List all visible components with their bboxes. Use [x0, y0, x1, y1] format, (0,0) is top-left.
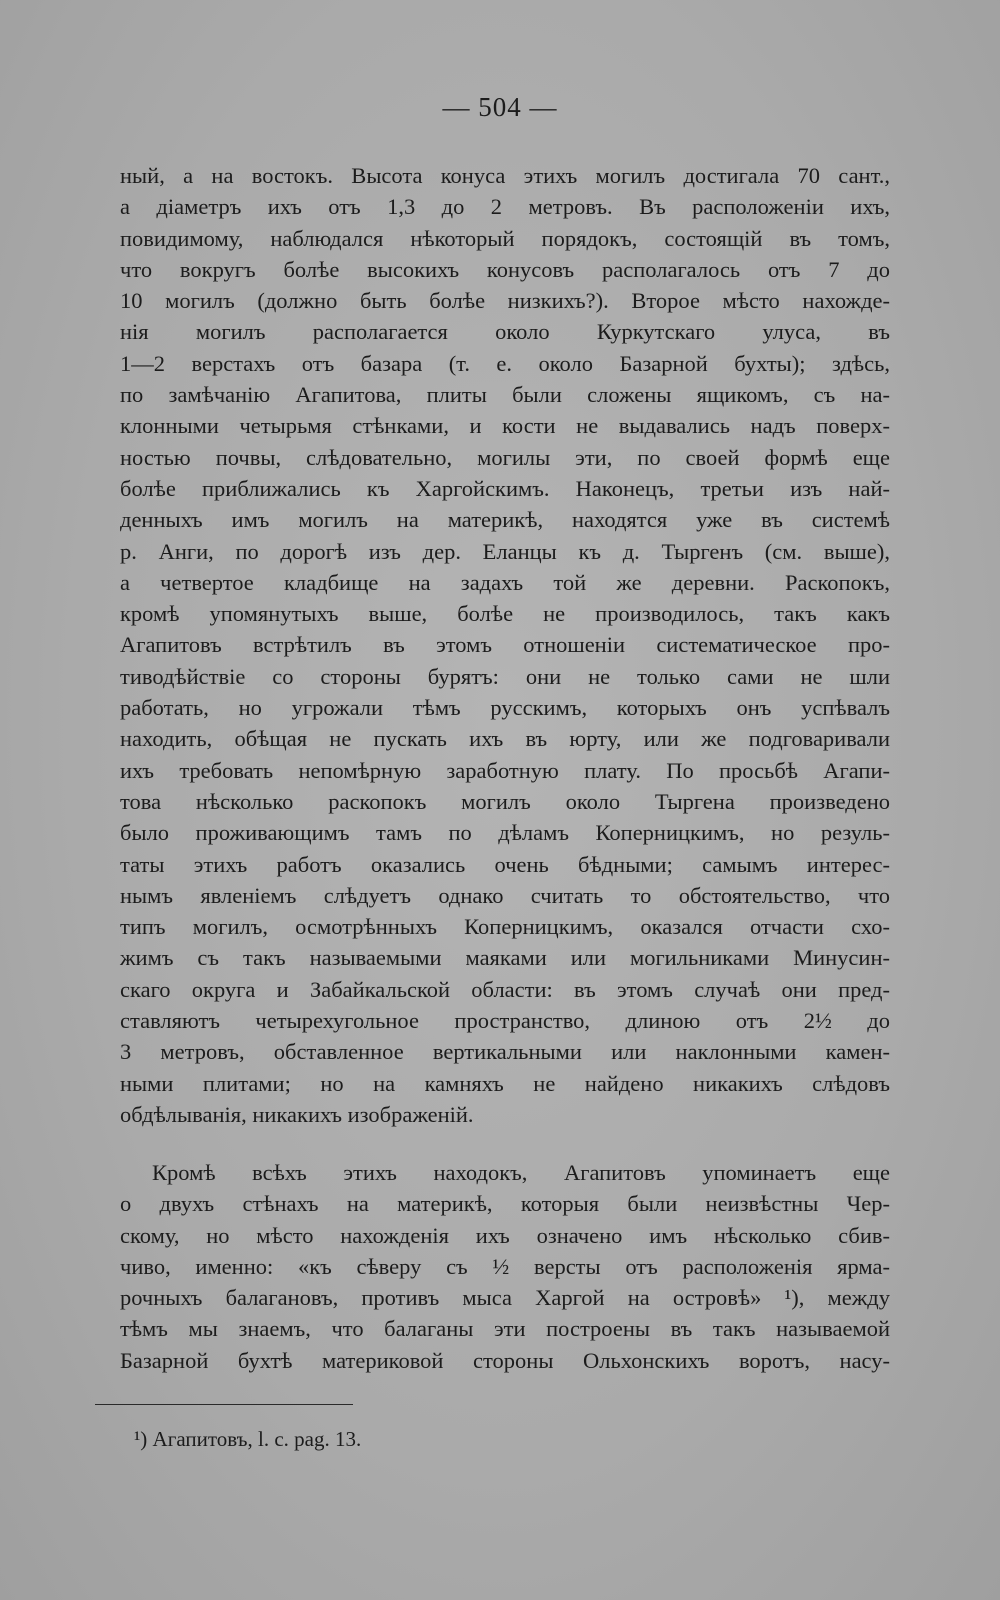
text-line: скому, но мѣсто нахожденія ихъ означено имъ нѣсколько сбив-	[120, 1222, 890, 1248]
text-line: а діаметръ ихъ отъ 1,3 до 2 метровъ. Въ расположеніи ихъ,	[120, 194, 890, 220]
text-line: Агапитовъ встрѣтилъ въ этомъ отношеніи систематическое про-	[120, 632, 890, 658]
text-line: 1—2 верстахъ отъ базара (т. е. около Базарной бухты); здѣсь,	[120, 350, 890, 376]
text-line: ностью почвы, слѣдовательно, могилы эти, по своей формѣ еще	[120, 444, 890, 470]
text-line: 10 могилъ (должно быть болѣе низкихъ?). Второе мѣсто нахожде-	[120, 288, 890, 314]
text-line: нымъ явленіемъ слѣдуетъ однако считать то обстоятельство, что	[120, 882, 890, 908]
text-line: тѣмъ мы знаемъ, что балаганы эти построены въ такъ называемой	[120, 1316, 890, 1342]
text-line: ставляютъ четырехугольное пространство, длиною отъ 2½ до	[120, 1008, 890, 1034]
text-line: Базарной бухтѣ материковой стороны Ольхонскихъ воротъ, насу-	[120, 1347, 890, 1373]
text-line: скаго округа и Забайкальской области: въ этомъ случаѣ они пред-	[120, 976, 890, 1002]
paragraph-1	[120, 160, 890, 1130]
text-line: нія могилъ располагается около Куркутскаго улуса, въ	[120, 319, 890, 345]
footnote: ¹) Агапитовъ, l. c. pag. 13.	[134, 1427, 362, 1451]
text-line: ный, а на востокъ. Высота конуса этихъ могилъ достигала 70 сант.,	[120, 163, 890, 188]
text-line: рочныхъ балагановъ, противъ мыса Харгой на островѣ» ¹), между	[120, 1285, 890, 1311]
text-line: о двухъ стѣнахъ на материкѣ, которыя были неизвѣстны Чер-	[120, 1191, 890, 1217]
text-line: кромѣ упомянутыхъ выше, болѣе не производилось, такъ какъ	[120, 601, 890, 627]
text-line: ихъ требовать непомѣрную заработную плату. По просьбѣ Агапи-	[120, 757, 890, 783]
text-line: клонными четырьмя стѣнками, и кости не выдавались надъ поверх-	[120, 413, 890, 439]
text-line: болѣе приближались къ Харгойскимъ. Наконецъ, третьи изъ най-	[120, 475, 890, 501]
text-line: а четвертое кладбище на задахъ той же деревни. Раскопокъ,	[120, 569, 890, 595]
text-line: работать, но угрожали тѣмъ русскимъ, которыхъ онъ успѣвалъ	[120, 695, 890, 721]
text-line: ными плитами; но на камняхъ не найдено никакихъ слѣдовъ	[120, 1070, 890, 1096]
footnote-divider	[95, 1404, 353, 1405]
text-line: что вокругъ болѣе высокихъ конусовъ располагалось отъ 7 до	[120, 256, 890, 282]
text-line: това нѣсколько раскопокъ могилъ около Тыргена произведено	[120, 788, 890, 814]
paragraph-2	[120, 1157, 890, 1376]
text-line: обдѣлыванія, никакихъ изображеній.	[120, 1101, 474, 1127]
text-line: тиводѣйствіе со стороны бурятъ: они не только сами не шли	[120, 663, 890, 689]
text-line: находить, обѣщая не пускать ихъ въ юрту, или же подговаривали	[120, 726, 890, 752]
text-line: типъ могилъ, осмотрѣнныхъ Коперницкимъ, оказался отчасти схо-	[120, 914, 890, 940]
text-line: по замѣчанію Агапитова, плиты были сложены ящикомъ, съ на-	[120, 382, 890, 408]
text-line: таты этихъ работъ оказались очень бѣдными; самымъ интерес-	[120, 851, 890, 877]
page-number: — 504 —	[442, 92, 558, 122]
text-line: чиво, именно: «къ сѣверу съ ½ версты отъ расположенія ярма-	[120, 1253, 890, 1279]
text-line: повидимому, наблюдался нѣкоторый порядокъ, состоящій въ томъ,	[120, 225, 890, 251]
text-line: жимъ съ такъ называемыми маяками или могильниками Минусин-	[120, 945, 890, 971]
text-line: Кромѣ всѣхъ этихъ находокъ, Агапитовъ упоминаетъ еще	[152, 1160, 890, 1185]
text-line: денныхъ имъ могилъ на материкѣ, находятся уже въ системѣ	[120, 507, 890, 533]
text-line: 3 метровъ, обставленное вертикальными или наклонными камен-	[120, 1039, 890, 1065]
text-line: р. Анги, по дорогѣ изъ дер. Еланцы къ д. Тыргенъ (см. выше),	[120, 538, 890, 564]
text-line: было проживающимъ тамъ по дѣламъ Коперницкимъ, но резуль-	[120, 820, 890, 846]
